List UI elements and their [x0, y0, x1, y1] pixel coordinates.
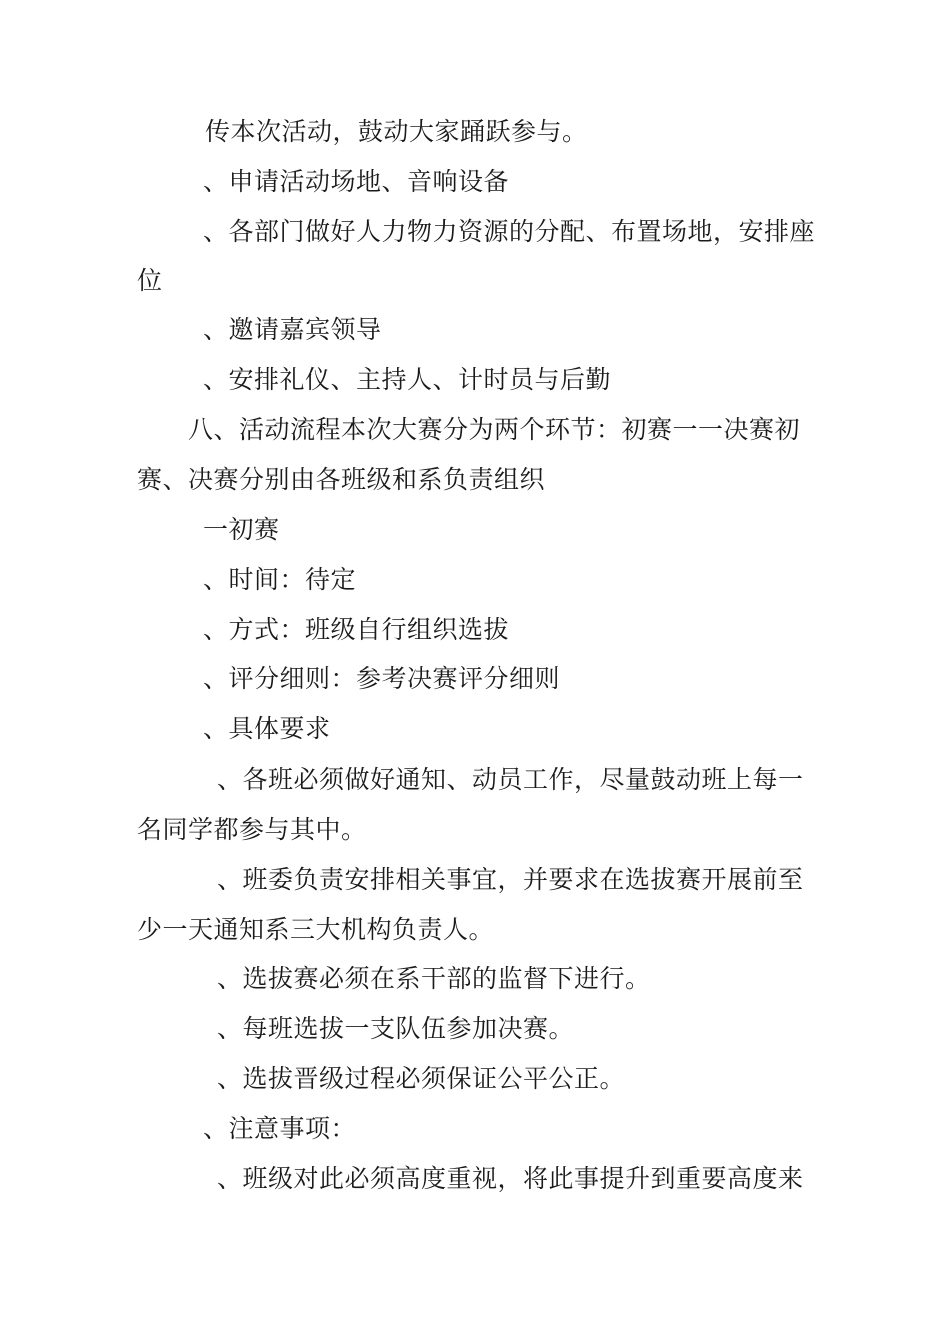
text-line: 名同学都参与其中。 [137, 815, 367, 844]
text-line: 赛、决赛分别由各班级和系负责组织 [137, 465, 546, 494]
text-line: 、评分细则：参考决赛评分细则 [203, 664, 561, 693]
text-line: 、各班必须做好通知、动员工作，尽量鼓动班上每一 [217, 765, 804, 794]
text-line: 、方式：班级自行组织选拔 [203, 615, 510, 644]
text-line: 、选拔赛必须在系干部的监督下进行。 [217, 964, 651, 993]
text-line: 、每班选拔一支队伍参加决赛。 [217, 1014, 575, 1043]
text-line: 一初赛 [203, 515, 280, 544]
text-line: 、时间：待定 [203, 565, 357, 594]
text-line: 八、活动流程本次大赛分为两个环节：初赛一一决赛初 [188, 415, 801, 444]
text-line: 、注意事项： [203, 1114, 357, 1143]
text-line: 、各部门做好人力物力资源的分配、布置场地，安排座 [203, 217, 816, 246]
text-line: 、班委负责安排相关事宜，并要求在选拔赛开展前至 [217, 865, 804, 894]
text-line: 、申请活动场地、音响设备 [203, 167, 510, 196]
text-line: 、选拔晋级过程必须保证公平公正。 [217, 1064, 626, 1093]
text-line: 传本次活动，鼓动大家踊跃参与。 [205, 117, 588, 146]
text-line: 、班级对此必须高度重视，将此事提升到重要高度来 [217, 1164, 804, 1193]
text-line: 少一天通知系三大机构负责人。 [137, 915, 495, 944]
text-line: 位 [137, 266, 163, 295]
text-line: 、邀请嘉宾领导 [203, 315, 382, 344]
text-line: 、具体要求 [203, 714, 331, 743]
text-line: 、安排礼仪、主持人、计时员与后勤 [203, 365, 612, 394]
